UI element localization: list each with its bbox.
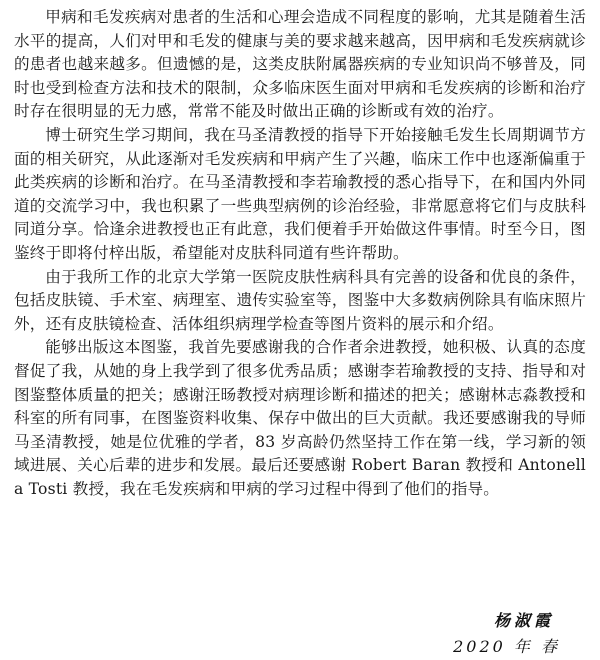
- author-signature: 杨淑霞: [493, 611, 554, 630]
- paragraph-2: 博士研究生学习期间，我在马圣清教授的指导下开始接触毛发生长周期调节方面的相关研究，从此逐渐对毛发疾病和甲病产生了兴趣，临床工作中也逐渐偏重于此类疾病的诊断和治疗。在马圣清教授和李若瑜教授的悉心指导下，在和国内外同道的交流学习中，我也积累了一些典型病例的诊治经验，非常愿意将它们与皮肤科同道分享。恰逢余进教授也正有此意，我们便着手开始做这件事情。时至今日，图鉴终于即将付梓出版，希望能对皮肤科同道有些许帮助。: [14, 125, 586, 262]
- paragraph-1: 甲病和毛发疾病对患者的生活和心理会造成不同程度的影响，尤其是随着生活水平的提高，人们对甲和毛发的健康与美的要求越来越高，因甲病和毛发疾病就诊的患者也越来越多。但遗憾的是，这类皮肤附属器疾病的专业知识尚不够普及，同时也受到检查方法和技术的限制，众多临床医生面对甲病和毛发疾病的诊断和治疗时存在很明显的无力感，常常不能及时做出正确的诊断或有效的治疗。: [14, 8, 586, 121]
- paragraph-3: 由于我所工作的北京大学第一医院皮肤性病科具有完善的设备和优良的条件，包括皮肤镜、手术室、病理室、遗传实验室等，图鉴中大多数病例除具有临床照片外，还有皮肤镜检查、活体组织病理学检查等图片资料的展示和介绍。: [14, 267, 586, 333]
- signature-date: 2020 年 春: [453, 637, 560, 656]
- paragraph-4: 能够出版这本图鉴，我首先要感谢我的合作者余进教授，她积极、认真的态度督促了我，从她的身上我学到了很多优秀品质；感谢李若瑜教授的支持、指导和对图鉴整体质量的把关；感谢汪旸教授对病理诊断和描述的把关；感谢林志淼教授和科室的所有同事，在图鉴资料收集、保存中做出的巨大贡献。我还要感谢我的导师马圣清教授，她是位优雅的学者，83 岁高龄仍然坚持工作在第一线，学习新的领域进展、关心后辈的进步和发展。最后还要感谢 Robert Baran 教授和 Antonella Tosti 教授，我在毛发疾病和甲病的学习过程中得到了他们的指导。: [14, 338, 586, 498]
